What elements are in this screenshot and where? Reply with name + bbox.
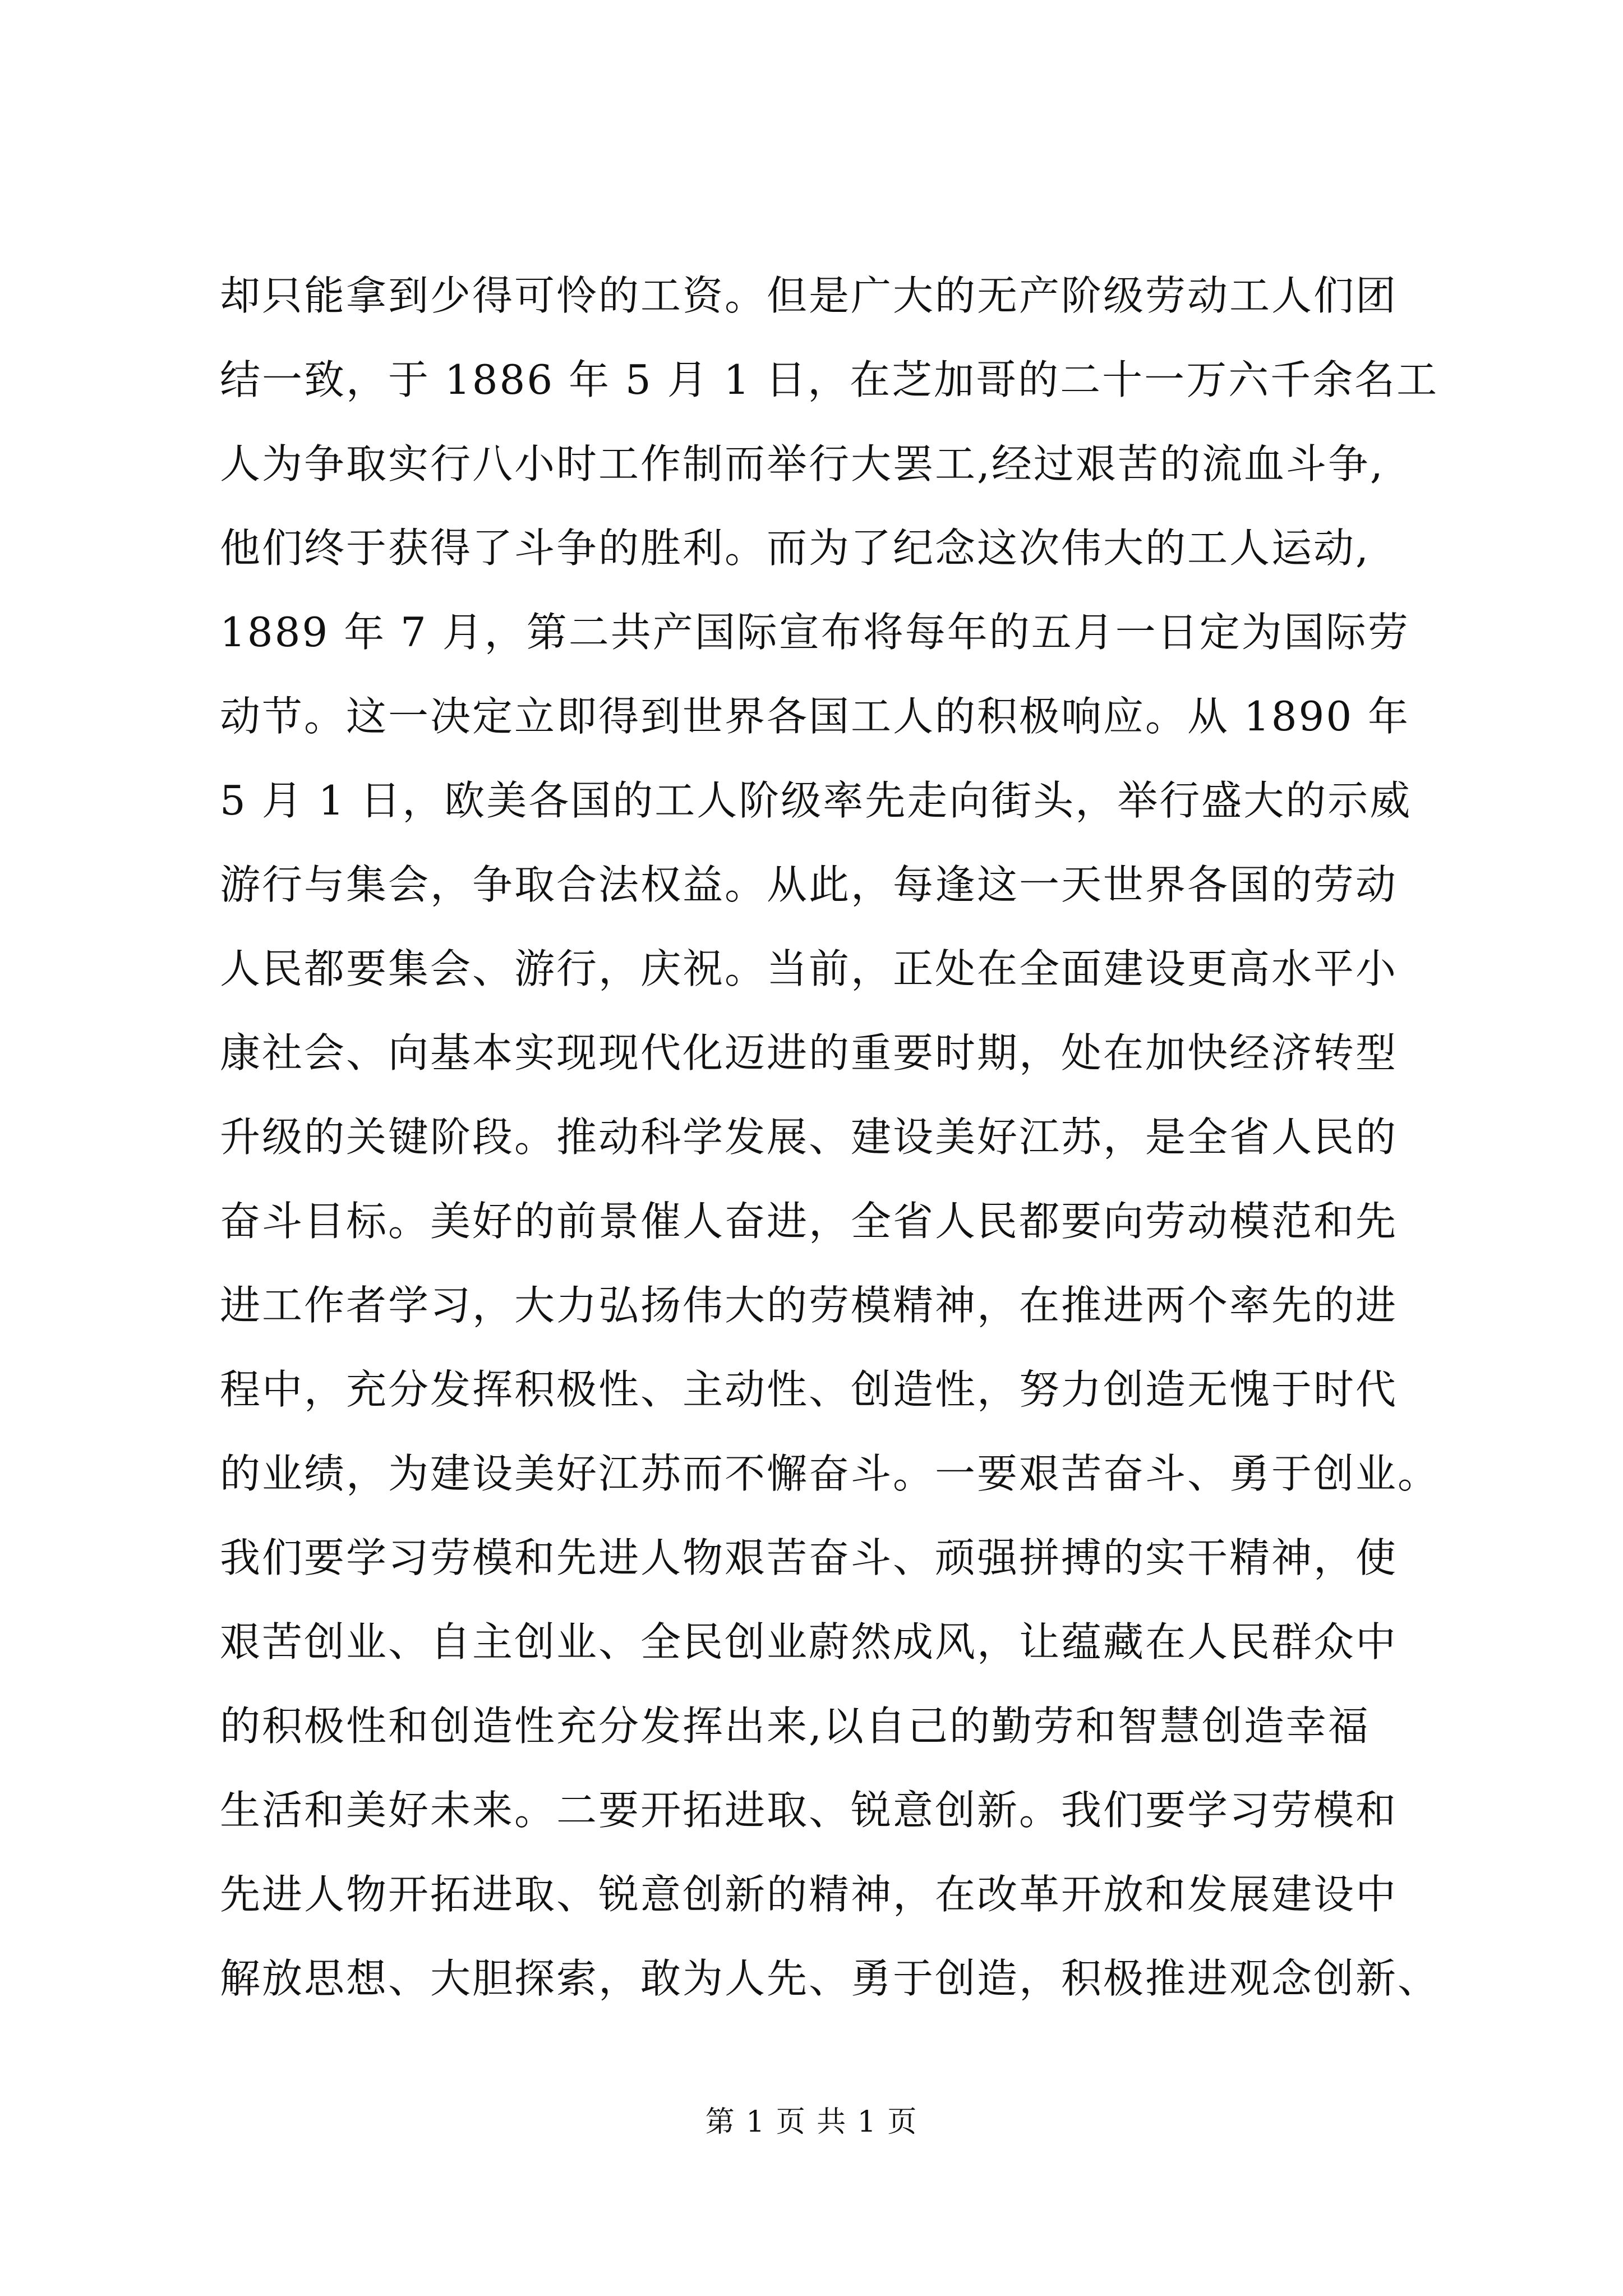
text-line: 的业绩，为建设美好江苏而不懈奋斗。一要艰苦奋斗、勇于创业。 [220, 1450, 1440, 1497]
text-line: 先进人物开拓进取、锐意创新的精神，在改革开放和发展建设中 [220, 1871, 1398, 1918]
page-footer: 第 1 页 共 1 页 [705, 2105, 918, 2139]
text-line: 进工作者学习，大力弘扬伟大的劳模精神，在推进两个率先的进 [220, 1282, 1398, 1329]
text-line: 结一致，于 1886 年 5 月 1 日，在芝加哥的二十一万六千余名工 [220, 356, 1439, 403]
text-line: 他们终于获得了斗争的胜利。而为了纪念这次伟大的工人运动, [220, 524, 1370, 572]
text-line: 程中，充分发挥积极性、主动性、创造性，努力创造无愧于时代 [220, 1366, 1398, 1413]
body-text [220, 254, 1454, 2021]
text-line: 解放思想、大胆探索，敢为人先、勇于创造，积极推进观念创新、 [220, 1955, 1440, 2002]
text-line: 5 月 1 日，欧美各国的工人阶级率先走向街头，举行盛大的示威 [220, 777, 1412, 824]
text-line: 升级的关键阶段。推动科学发展、建设美好江苏，是全省人民的 [220, 1114, 1398, 1161]
text-line: 人民都要集会、游行，庆祝。当前，正处在全面建设更高水平小 [220, 945, 1398, 992]
text-line: 动节。这一决定立即得到世界各国工人的积极响应。从 1890 年 [220, 693, 1410, 740]
text-line: 生活和美好未来。二要开拓进取、锐意创新。我们要学习劳模和 [220, 1787, 1398, 1834]
text-line: 的积极性和创造性充分发挥出来,以自己的勤劳和智慧创造幸福 [220, 1703, 1370, 1750]
text-line: 游行与集会，争取合法权益。从此，每逢这一天世界各国的劳动 [220, 861, 1398, 908]
text-line: 康社会、向基本实现现代化迈进的重要时期，处在加快经济转型 [220, 1029, 1398, 1076]
text-line: 奋斗目标。美好的前景催人奋进，全省人民都要向劳动模范和先 [220, 1198, 1398, 1245]
text-line: 艰苦创业、自主创业、全民创业蔚然成风，让蕴藏在人民群众中 [220, 1618, 1398, 1665]
text-line: 却只能拿到少得可怜的工资。但是广大的无产阶级劳动工人们团 [220, 272, 1398, 319]
text-line: 人为争取实行八小时工作制而举行大罢工,经过艰苦的流血斗争, [220, 440, 1385, 487]
text-line: 1889 年 7 月，第二共产国际宣布将每年的五月一日定为国际劳 [220, 609, 1410, 656]
text-line: 我们要学习劳模和先进人物艰苦奋斗、顽强拼搏的实干精神，使 [220, 1534, 1398, 1581]
